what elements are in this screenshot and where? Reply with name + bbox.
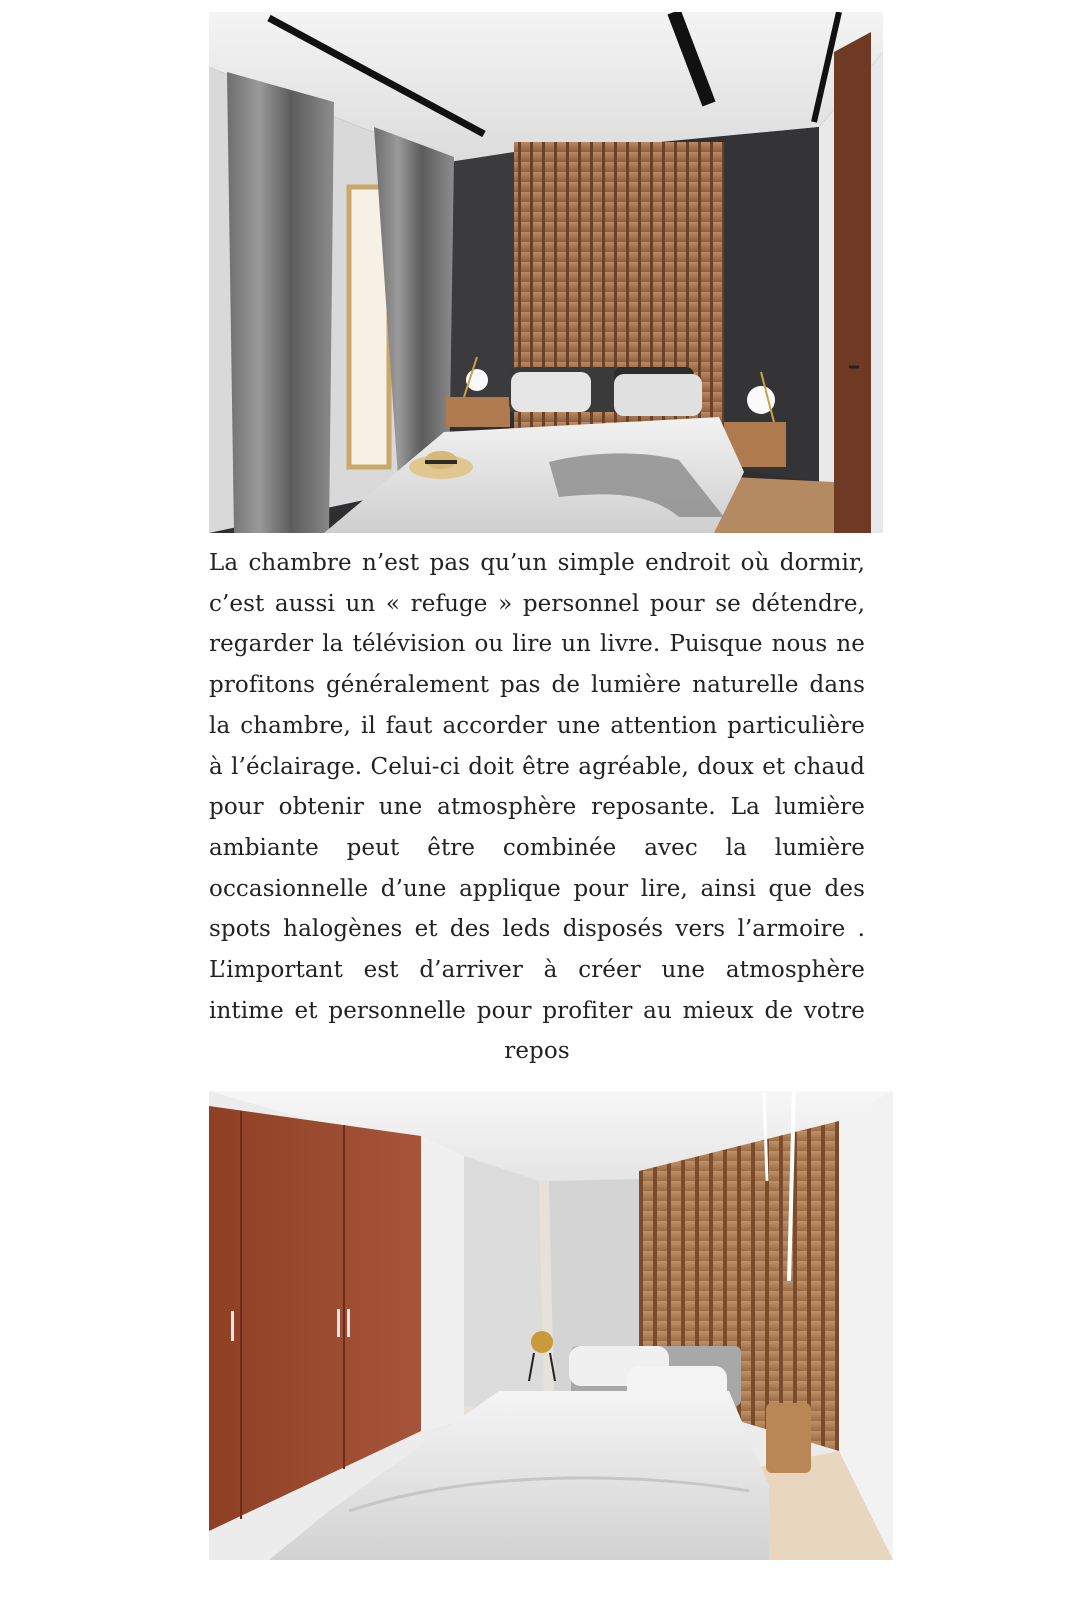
- body-paragraph: La chambre n’est pas qu’un simple endroit où dormir, c’est aussi un « refuge » personnel pour se détendre, regarder la télévision ou lire un livre. Puisque nous ne profitons généralement pas de lumière naturelle dans la chambre, il faut accorder une attention particulière à l’éclairage. Celui-ci doit être agréable, doux et chaud pour obtenir une atmosphère reposante. La lumière ambiante peut être combinée avec la lumière occasionnelle d’une applique pour lire, ainsi que des spots halogènes et des leds disposés vers l’armoire . L’important est d’arriver à créer une atmosphère intime et personnelle pour profiter au mieux de votre repos: [209, 550, 865, 1065]
- bedroom-photo-bottom: [209, 1091, 893, 1560]
- bedroom-photo-top: [209, 12, 883, 533]
